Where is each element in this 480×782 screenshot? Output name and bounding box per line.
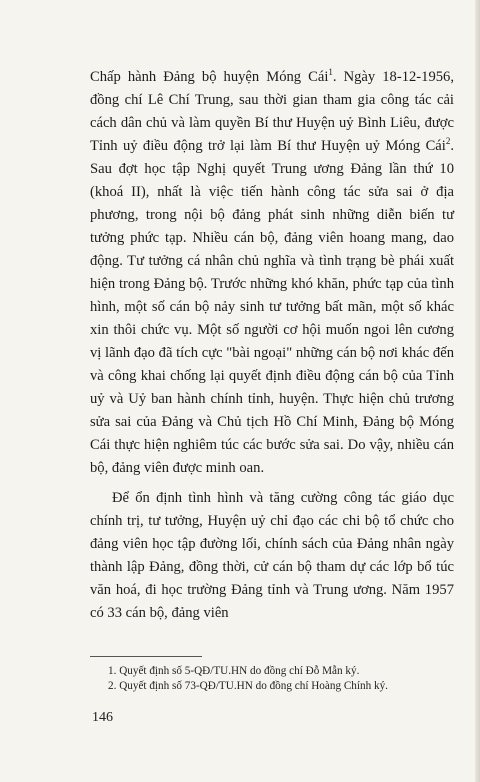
footnote-ref-1: 1 (328, 67, 333, 78)
body-text (90, 66, 454, 625)
page-number: 146 (92, 710, 113, 725)
footnote-divider (90, 656, 202, 657)
paragraph-2: Để ổn định tình hình và tăng cường công tác giáo dục chính trị, tư tưởng, Huyện uỷ chỉ đạo các chi bộ tổ chức cho đảng viên học tập đường lối, chính sách của Đảng nhân ngày thành lập Đảng, đồng thời, cử cán bộ tham dự các lớp bổ túc văn hoá, đi học trường Đảng tỉnh và Trung ương. Năm 1957 có 33 cán bộ, đảng viên (90, 490, 454, 621)
page-edge (475, 0, 480, 782)
paragraph-1-text-b: . Ngày 18-12-1956, đồng chí Lê Chí Trung, sau thời gian tham gia công tác cải cách dân chủ và làm quyền Bí thư Huyện uỷ Bình Liêu, được Tỉnh uỷ điều động trở lại làm Bí thư Huyện uỷ Móng Cái (90, 69, 454, 154)
paragraph-1-text-c: . Sau đợt học tập Nghị quyết Trung ương Đảng lần thứ 10 (khoá II), nhất là việc tiến hành công tác sửa sai ở địa phương, trong nội bộ đảng phát sinh những diễn biến tư tưởng phức tạp. Nhiều cán bộ, đảng viên hoang mang, dao động. Tư tưởng cá nhân chủ nghĩa và tình trạng bè phái xuất hiện trong Đảng bộ. Trước những khó khăn, phức tạp của tình hình, một số cán bộ nảy sinh tư tưởng bất mãn, một số khác xin thôi chức vụ. Một số người cơ hội muốn ngoi lên cương vị lãnh đạo đã tích cực "bài ngoại" những cán bộ nơi khác đến và công khai chống lại quyết định điều động cán bộ của Tỉnh uỷ và Uỷ ban hành chính tỉnh, huyện. Thực hiện chủ trương sửa sai của Đảng và Chủ tịch Hồ Chí Minh, Đảng bộ Móng Cái thực hiện nghiêm túc các bước sửa sai. Do vậy, nhiều cán bộ, đảng viên được minh oan. (90, 138, 454, 476)
footnote-1: 1. Quyết định số 5-QĐ/TU.HN do đồng chí Đỗ Mẫn ký. (108, 665, 360, 677)
footnote-ref-2: 2 (445, 136, 451, 147)
paragraph-1 (90, 66, 454, 480)
paragraph-1-text-a: Chấp hành Đảng bộ huyện Móng Cái (90, 69, 329, 85)
footnote-2: 2. Quyết định số 73-QĐ/TU.HN do đồng chí Hoàng Chính ký. (108, 680, 388, 692)
footnotes (108, 664, 458, 694)
